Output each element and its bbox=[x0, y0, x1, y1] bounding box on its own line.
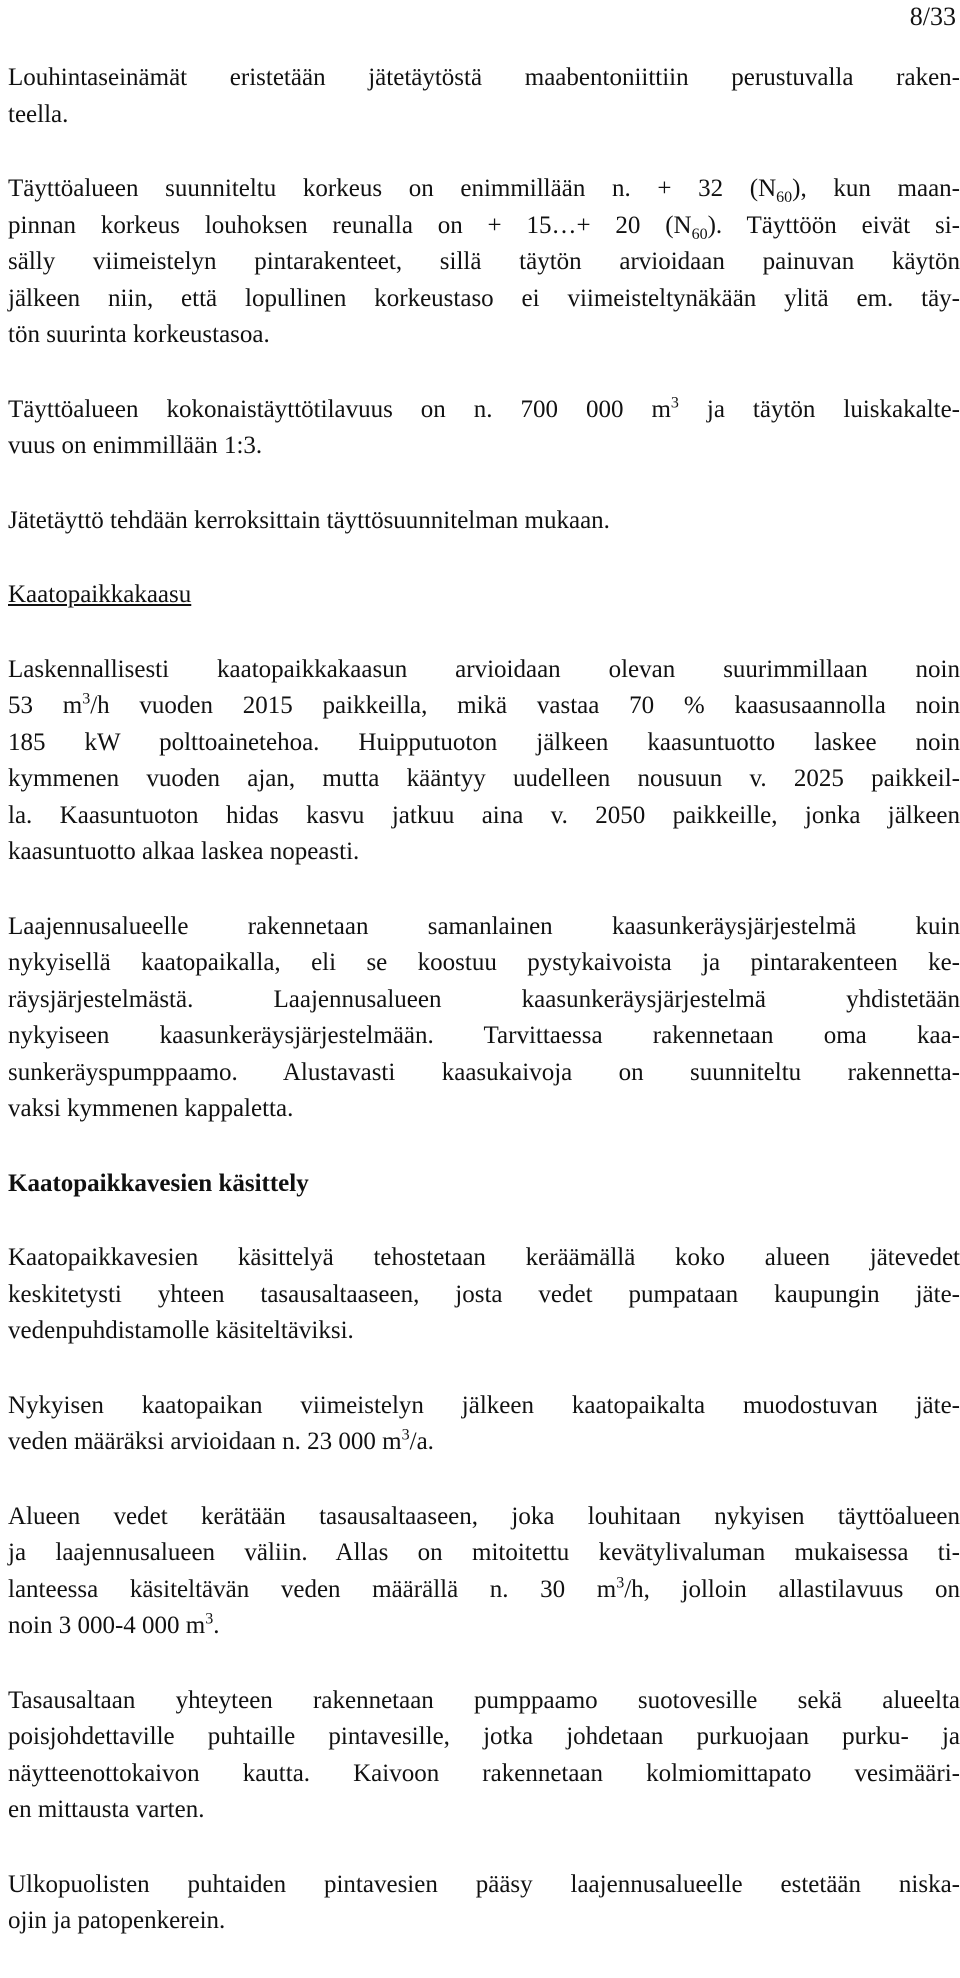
text-line: Laskennallisesti kaatopaikkakaasun arvioidaan olevan suurimmillaan noin bbox=[8, 655, 960, 683]
text-line: keskitetysti yhteen tasausaltaaseen, josta vedet pumpataan kaupungin jäte- bbox=[8, 1280, 960, 1308]
paragraph-pumping-station bbox=[8, 1683, 960, 1829]
paragraph-surface-water bbox=[8, 1867, 960, 1940]
document-body bbox=[8, 60, 960, 1978]
text-line: poisjohdettaville puhtaille pintavesille, jotka johdetaan purkuojaan purku- ja bbox=[8, 1723, 960, 1750]
text-line: ojin ja patopenkerein. bbox=[8, 1907, 226, 1934]
text-line: näytteenottokaivon kautta. Kaivoon rakennetaan kolmiomittapato vesimääri- bbox=[8, 1759, 960, 1787]
paragraph-water-collection bbox=[8, 1240, 960, 1350]
text-line: Alueen vedet kerätään tasausaltaaseen, joka louhitaan nykyisen täyttöalueen bbox=[8, 1502, 960, 1530]
text-line: vuus on enimmillään 1:3. bbox=[8, 432, 263, 459]
paragraph-fill-layers bbox=[8, 503, 960, 540]
paragraph-wastewater-amount bbox=[8, 1388, 960, 1461]
text-line: ja laajennusalueen väliin. Allas on mitoitettu kevätylivaluman mukaisessa ti- bbox=[8, 1539, 960, 1566]
paragraph-gas-production bbox=[8, 652, 960, 871]
text-line: Täyttöalueen kokonaistäyttötilavuus on n. 700 000 $m^3$ ja täytön luiskakalte- bbox=[8, 394, 960, 423]
text-line: pinnan korkeus louhoksen reunalla on + 15…+ 20 $(N_{60})$. Täyttöön eivät si- bbox=[8, 211, 960, 243]
text-line: Nykyisen kaatopaikan viimeistelyn jälkeen kaatopaikalta muodostuvan jäte- bbox=[8, 1391, 960, 1419]
paragraph-fill-height bbox=[8, 171, 960, 354]
text-line: Laajennusalueelle rakennetaan samanlainen kaasunkeräysjärjestelmä kuin bbox=[8, 912, 960, 940]
text-line: räysjärjestelmästä. Laajennusalueen kaasunkeräysjärjestelmä yhdistetään bbox=[8, 985, 960, 1013]
text-line: nykyiseen kaasunkeräysjärjestelmään. Tarvittaessa rakennetaan oma kaa- bbox=[8, 1022, 960, 1049]
text-line: Tasausaltaan yhteyteen rakennetaan pumppaamo suotovesille sekä alueelta bbox=[8, 1686, 960, 1714]
text-line: 53 $m^3/h$ vuoden 2015 paikkeilla, mikä vastaa 70 % kaasusaannolla noin bbox=[8, 690, 960, 719]
text-line: Ulkopuolisten puhtaiden pintavesien pääsy laajennusalueelle estetään niska- bbox=[8, 1870, 960, 1898]
text-line: en mittausta varten. bbox=[8, 1796, 205, 1823]
text-line: kaasuntuotto alkaa laskea nopeasti. bbox=[8, 838, 360, 865]
paragraph-seepage-walls bbox=[8, 60, 960, 133]
paragraph-gas-collection bbox=[8, 909, 960, 1128]
text-line: vedenpuhdistamolle käsiteltäviksi. bbox=[8, 1317, 354, 1344]
text-line: Jätetäyttö tehdään kerroksittain täyttösuunnitelman mukaan. bbox=[8, 506, 610, 534]
text-line: noin 3 000-4 000 $m^3$. bbox=[8, 1610, 220, 1639]
text-line: jälkeen niin, että lopullinen korkeustaso ei viimeisteltynäkään ylitä em. täy- bbox=[8, 284, 960, 312]
text-line: teella. bbox=[8, 100, 69, 128]
page-number: 8/33 bbox=[909, 2, 956, 31]
paragraph-fill-volume bbox=[8, 392, 960, 465]
text-line: 185 kW polttoainetehoa. Huipputuoton jälkeen kaasuntuotto laskee noin bbox=[8, 728, 960, 756]
text-line: sunkeräyspumppaamo. Alustavasti kaasukaivoja on suunniteltu rakennetta- bbox=[8, 1058, 960, 1086]
text-line: Louhintaseinämät eristetään jätetäytöstä maabentoniittiin perustuvalla raken- bbox=[8, 64, 960, 91]
text-line: sälly viimeistelyn pintarakenteet, sillä täytön arvioidaan painuvan käytön bbox=[8, 248, 960, 275]
text-line: Täyttöalueen suunniteltu korkeus on enimmillään n. + 32 $(N_{60})$, kun maan- bbox=[8, 175, 960, 206]
text-line: tön suurinta korkeustasoa. bbox=[8, 321, 270, 348]
text-line: kymmenen vuoden ajan, mutta kääntyy uudelleen nousuun v. 2025 paikkeil- bbox=[8, 765, 960, 792]
text-line: vaksi kymmenen kappaletta. bbox=[8, 1095, 294, 1122]
text-line: la. Kaasuntuoton hidas kasvu jatkuu aina v. 2050 paikkeille, jonka jälkeen bbox=[8, 801, 960, 829]
section-heading-water-treatment: Kaatopaikkavesien käsittely bbox=[8, 1169, 309, 1197]
text-line: lanteessa käsiteltävän veden määrällä n. 30 $m^3/h$, jolloin allastilavuus on bbox=[8, 1574, 960, 1603]
paragraph-equalization-basin bbox=[8, 1499, 960, 1645]
text-line: Kaatopaikkavesien käsittelyä tehostetaan keräämällä koko alueen jätevedet bbox=[8, 1244, 960, 1271]
text-line: veden määräksi arvioidaan n. 23 000 $m^3/a$. bbox=[8, 1426, 434, 1455]
text-line: nykyisellä kaatopaikalla, eli se koostuu pystykaivoista ja pintarakenteen ke- bbox=[8, 949, 960, 976]
section-heading-landfill-gas: Kaatopaikkakaasu bbox=[8, 581, 192, 608]
